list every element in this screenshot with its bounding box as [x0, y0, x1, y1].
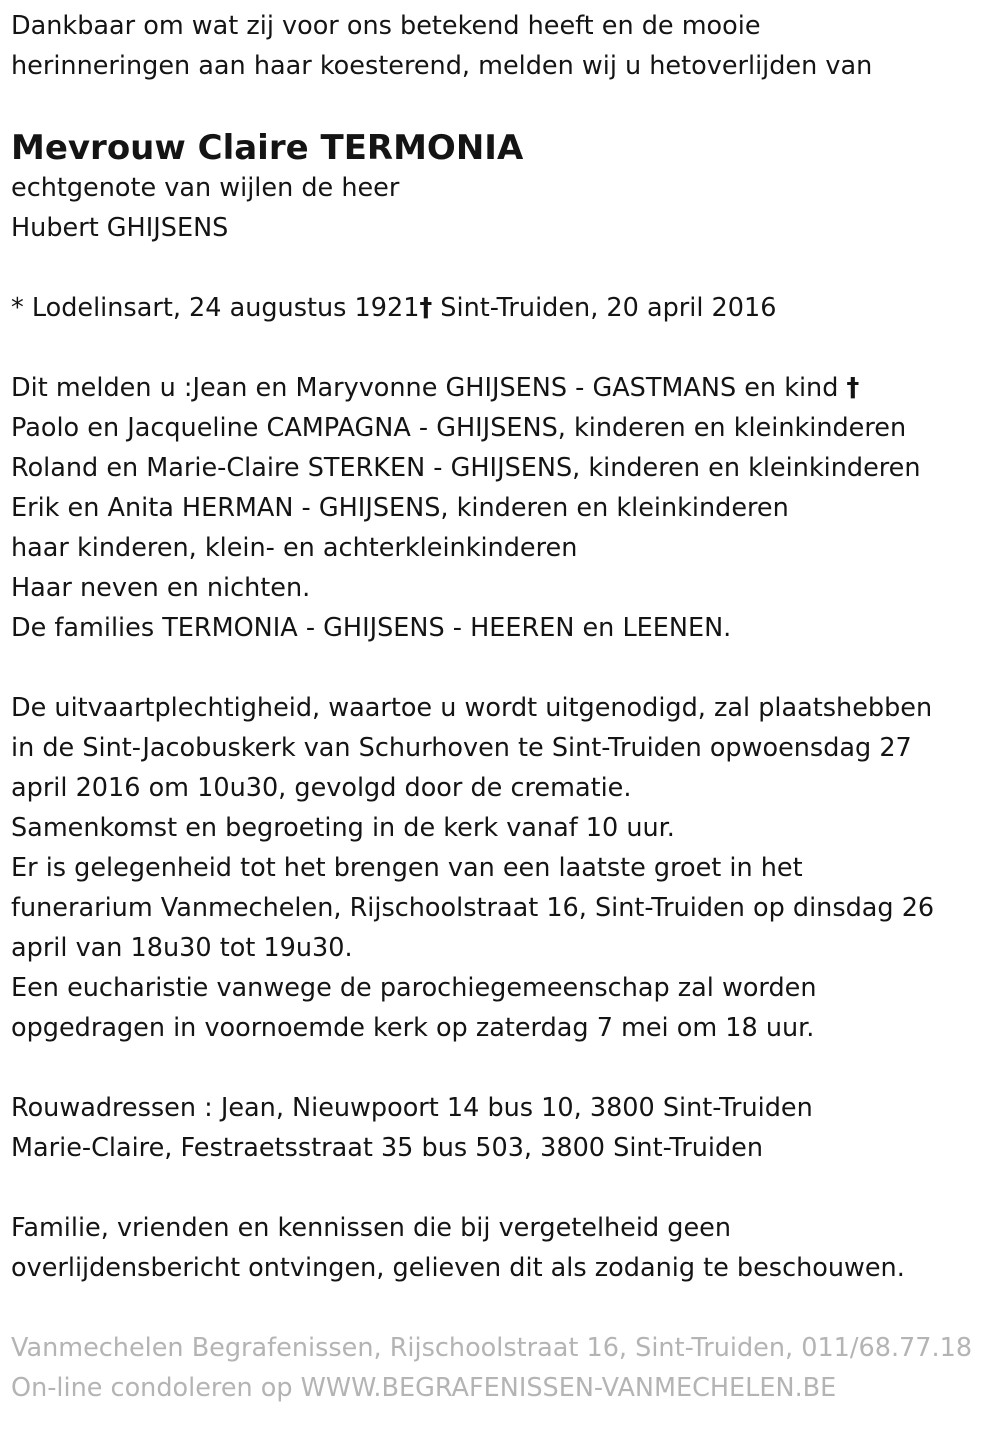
footer-funeral-home: Vanmechelen Begrafenissen, Rijschoolstraat 16, Sint-Truiden, 011/68.77.18 [11, 1333, 973, 1363]
ceremony-line: opgedragen in voornoemde kerk op zaterdag 7 mei om 18 uur. [11, 1013, 815, 1043]
birth-death-line [11, 288, 991, 328]
death-info: Sint-Truiden, 20 april 2016 [432, 293, 777, 323]
spacer [11, 648, 991, 688]
announcer-line: De families TERMONIA - GHIJSENS - HEEREN en LEENEN. [11, 613, 732, 643]
announcer-text: Dit melden u :Jean en Maryvonne GHIJSENS - GASTMANS en kind [11, 373, 847, 403]
birth-info: * Lodelinsart, 24 augustus 1921 [11, 293, 420, 323]
ceremony-line: april 2016 om 10u30, gevolgd door de crematie. [11, 773, 632, 803]
footer-website: On-line condoleren op WWW.BEGRAFENISSEN-VANMECHELEN.BE [11, 1373, 837, 1403]
closing-line: Familie, vrienden en kennissen die bij vergetelheid geen [11, 1213, 731, 1243]
ceremony-line: funerarium Vanmechelen, Rijschoolstraat 16, Sint-Truiden op dinsdag 26 [11, 893, 935, 923]
spouse-line: echtgenote van wijlen de heer [11, 173, 400, 203]
ceremony-line: De uitvaartplechtigheid, waartoe u wordt uitgenodigd, zal plaatshebben [11, 693, 933, 723]
announcer-line [11, 368, 991, 408]
spacer [11, 248, 991, 288]
cross-icon: † [419, 293, 433, 323]
announcer-line: Erik en Anita HERMAN - GHIJSENS, kinderen en kleinkinderen [11, 493, 789, 523]
deceased-name: Mevrouw Claire TERMONIA [11, 128, 524, 168]
spacer [11, 1048, 991, 1088]
spouse-line: Hubert GHIJSENS [11, 213, 229, 243]
ceremony-line: Samenkomst en begroeting in de kerk vanaf 10 uur. [11, 813, 675, 843]
announcer-line: Roland en Marie-Claire STERKEN - GHIJSENS, kinderen en kleinkinderen [11, 453, 921, 483]
intro-line: Dankbaar om wat zij voor ons betekend heeft en de mooie [11, 11, 761, 41]
spacer [11, 86, 991, 126]
announcer-line: Haar neven en nichten. [11, 573, 311, 603]
ceremony-line: Er is gelegenheid tot het brengen van een laatste groet in het [11, 853, 803, 883]
ceremony-line: in de Sint-Jacobuskerk van Schurhoven te Sint-Truiden opwoensdag 27 [11, 733, 912, 763]
intro-line: herinneringen aan haar koesterend, melden wij u hetoverlijden van [11, 51, 873, 81]
spacer [11, 1288, 991, 1328]
address-line: Rouwadressen : Jean, Nieuwpoort 14 bus 10, 3800 Sint-Truiden [11, 1093, 813, 1123]
announcer-line: haar kinderen, klein- en achterkleinkinderen [11, 533, 578, 563]
cross-icon: † [846, 373, 860, 403]
announcer-line: Paolo en Jacqueline CAMPAGNA - GHIJSENS, kinderen en kleinkinderen [11, 413, 907, 443]
ceremony-line: Een eucharistie vanwege de parochiegemeenschap zal worden [11, 973, 817, 1003]
spacer [11, 328, 991, 368]
spacer [11, 1168, 991, 1208]
closing-line: overlijdensbericht ontvingen, gelieven dit als zodanig te beschouwen. [11, 1253, 905, 1283]
death-notice [11, 6, 991, 1408]
address-line: Marie-Claire, Festraetsstraat 35 bus 503, 3800 Sint-Truiden [11, 1133, 764, 1163]
ceremony-line: april van 18u30 tot 19u30. [11, 933, 353, 963]
